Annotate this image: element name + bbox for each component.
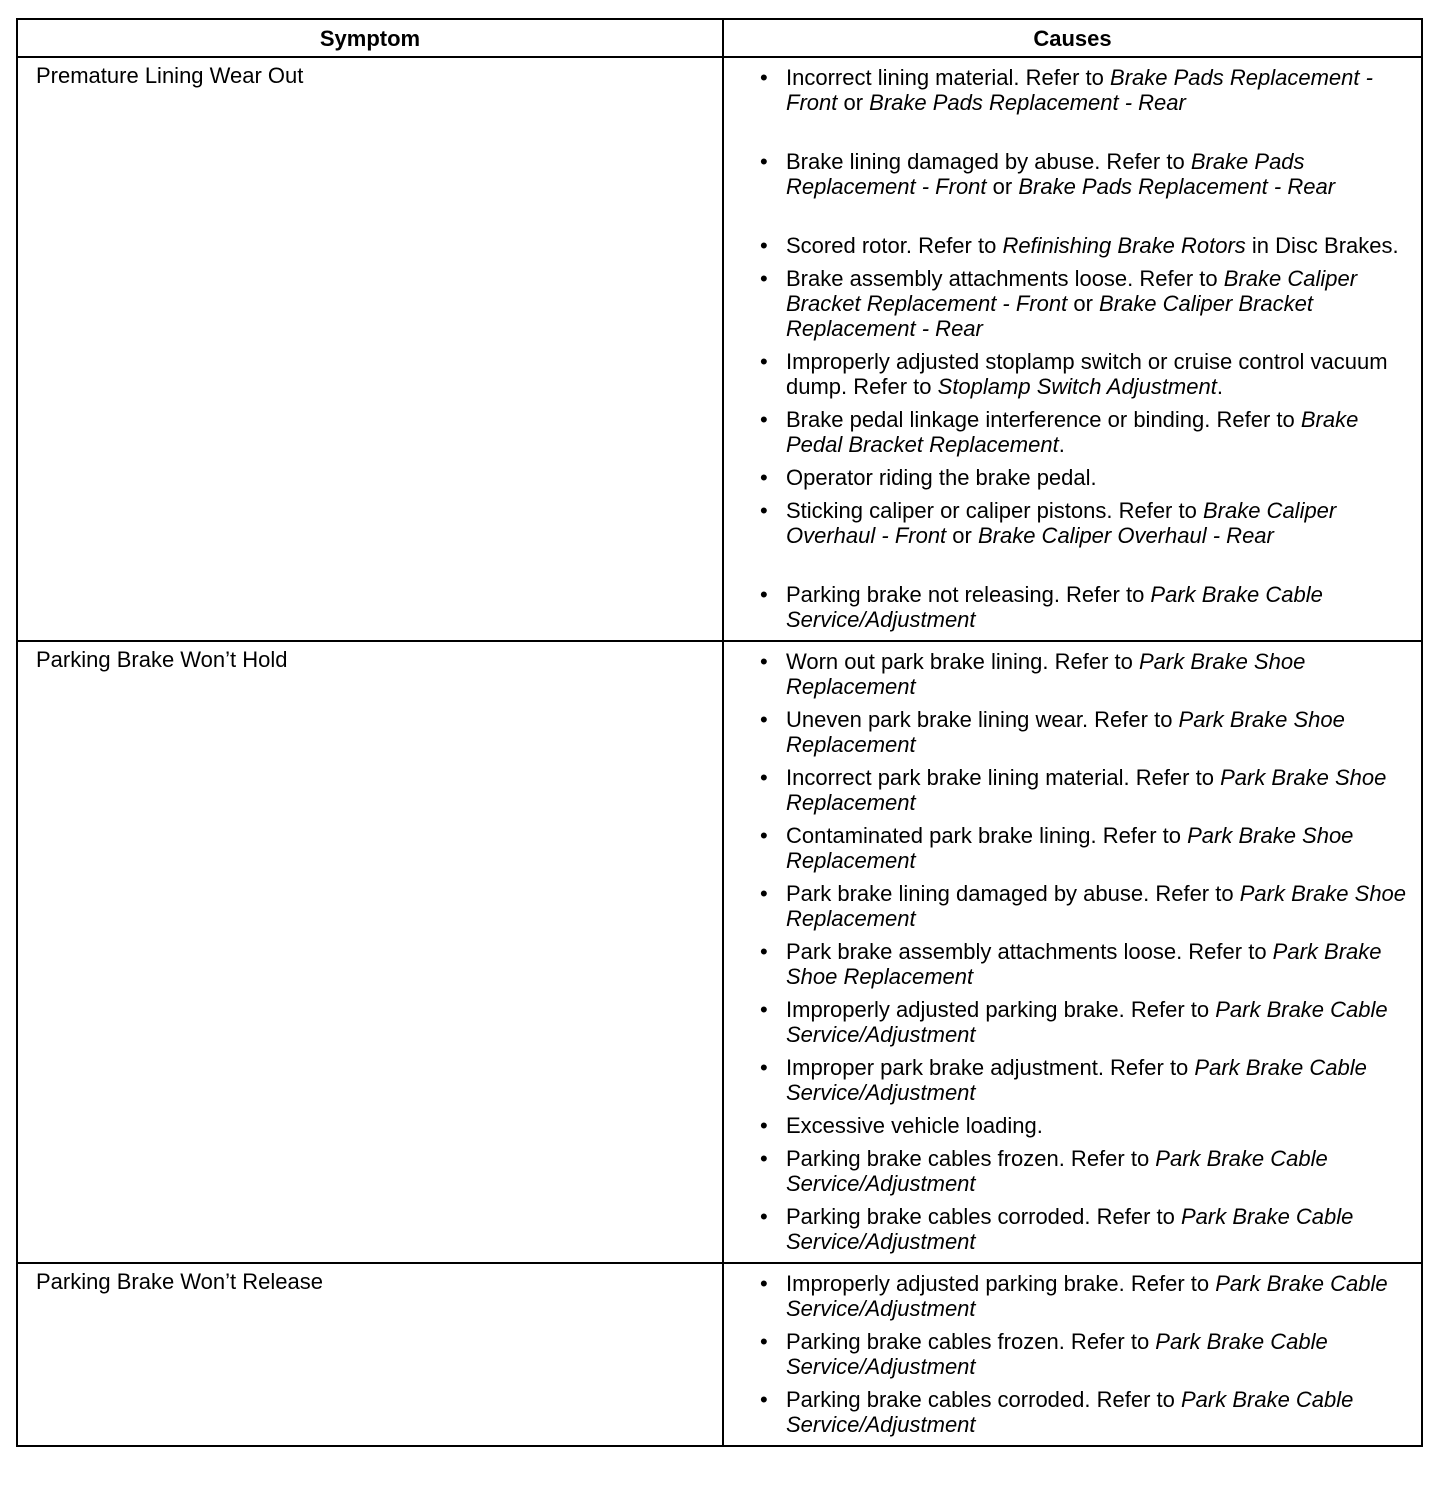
reference-link: Brake Caliper Overhaul - Rear [977, 523, 1274, 548]
reference-link: Brake Caliper Overhaul - Front [786, 498, 1337, 548]
reference-link: Brake Pads Replacement - Rear [1018, 174, 1336, 199]
cause-list [756, 65, 1413, 632]
table-row [17, 1263, 1422, 1446]
symptom-header: Symptom [17, 19, 723, 57]
symptom-causes-table [16, 18, 1423, 1447]
cause-item [756, 1329, 1413, 1379]
cause-text: Contaminated park brake lining. Refer to [786, 823, 1188, 848]
causes-cell [723, 641, 1422, 1263]
cause-text: Brake assembly attachments loose. Refer to [786, 266, 1224, 291]
cause-text: Excessive vehicle loading. [786, 1113, 1043, 1138]
reference-link: Park Brake Shoe Replacement [786, 823, 1354, 873]
reference-link: Park Brake Cable Service/Adjustment [786, 582, 1323, 632]
cause-text: Brake pedal linkage interference or binding. Refer to [786, 407, 1301, 432]
cause-text: Park brake assembly attachments loose. Refer to [786, 939, 1273, 964]
cause-text: Worn out park brake lining. Refer to [786, 649, 1139, 674]
reference-link: Brake Pads Replacement - Rear [869, 90, 1186, 115]
causes-cell [723, 57, 1422, 641]
reference-link: Park Brake Cable Service/Adjustment [786, 1387, 1354, 1437]
reference-link: Park Brake Shoe Replacement [786, 939, 1382, 989]
cause-item [756, 1146, 1413, 1196]
cause-text: Parking brake cables frozen. Refer to [786, 1146, 1156, 1171]
cause-text: Improper park brake adjustment. Refer to [786, 1055, 1195, 1080]
cause-item [756, 349, 1413, 399]
cause-connector: . [1058, 432, 1065, 457]
cause-item [756, 407, 1413, 457]
cause-item [756, 465, 1413, 490]
reference-link: Park Brake Cable Service/Adjustment [786, 1146, 1328, 1196]
causes-cell [723, 1263, 1422, 1446]
reference-link: Park Brake Shoe Replacement [786, 649, 1306, 699]
cause-text: Incorrect park brake lining material. Refer to [786, 765, 1221, 790]
cause-item [756, 1387, 1413, 1437]
cause-text: Incorrect lining material. Refer to [786, 65, 1111, 90]
cause-item [756, 65, 1413, 115]
reference-link: Park Brake Shoe Replacement [786, 765, 1387, 815]
cause-connector: or [1067, 291, 1100, 316]
cause-text: Improperly adjusted parking brake. Refer to [786, 1271, 1216, 1296]
cause-item [756, 498, 1413, 548]
cause-text: Parking brake cables frozen. Refer to [786, 1329, 1156, 1354]
reference-link: Park Brake Cable Service/Adjustment [786, 1204, 1354, 1254]
cause-text: Sticking caliper or caliper pistons. Refer to [786, 498, 1203, 523]
reference-link: Park Brake Cable Service/Adjustment [786, 1271, 1388, 1321]
cause-item [756, 149, 1413, 199]
cause-text: Brake lining damaged by abuse. Refer to [786, 149, 1191, 174]
cause-list [756, 1271, 1413, 1437]
cause-item [756, 707, 1413, 757]
reference-link: Refinishing Brake Rotors [1002, 233, 1246, 258]
reference-link: Park Brake Shoe Replacement [786, 881, 1407, 931]
reference-link: Park Brake Shoe Replacement [786, 707, 1345, 757]
cause-item [756, 823, 1413, 873]
cause-item [756, 1055, 1413, 1105]
cause-text: Parking brake not releasing. Refer to [786, 582, 1151, 607]
cause-connector: . [1216, 374, 1223, 399]
symptom-cell: Premature Lining Wear Out [17, 57, 723, 641]
reference-link: Park Brake Cable Service/Adjustment [786, 1329, 1328, 1379]
symptom-cell: Parking Brake Won’t Hold [17, 641, 723, 1263]
cause-item [756, 266, 1413, 341]
cause-connector: in Disc Brakes. [1245, 233, 1399, 258]
table-row [17, 57, 1422, 641]
cause-text: Parking brake cables corroded. Refer to [786, 1204, 1181, 1229]
reference-link: Brake Pads Replacement - Front [786, 149, 1305, 199]
cause-text: Improperly adjusted stoplamp switch or cruise control vacuum dump. Refer to [786, 349, 1388, 399]
cause-item [756, 1271, 1413, 1321]
cause-item [756, 1113, 1413, 1138]
table-row [17, 641, 1422, 1263]
reference-link: Brake Caliper Bracket Replacement - Rear [786, 291, 1314, 341]
symptom-cell: Parking Brake Won’t Release [17, 1263, 723, 1446]
cause-item [756, 765, 1413, 815]
cause-connector: or [986, 174, 1019, 199]
cause-text: Uneven park brake lining wear. Refer to [786, 707, 1179, 732]
reference-link: Brake Pedal Bracket Replacement [786, 407, 1359, 457]
cause-text: Improperly adjusted parking brake. Refer to [786, 997, 1216, 1022]
cause-item [756, 939, 1413, 989]
reference-link: Brake Pads Replacement - Front [786, 65, 1373, 115]
cause-item [756, 881, 1413, 931]
cause-text: Parking brake cables corroded. Refer to [786, 1387, 1181, 1412]
reference-link: Park Brake Cable Service/Adjustment [786, 997, 1388, 1047]
cause-list [756, 649, 1413, 1254]
cause-connector: or [946, 523, 978, 548]
cause-item [756, 997, 1413, 1047]
cause-text: Park brake lining damaged by abuse. Refer to [786, 881, 1240, 906]
cause-item [756, 649, 1413, 699]
cause-item [756, 233, 1413, 258]
cause-text: Operator riding the brake pedal. [786, 465, 1097, 490]
cause-text: Scored rotor. Refer to [786, 233, 1003, 258]
reference-link: Stoplamp Switch Adjustment [937, 374, 1217, 399]
reference-link: Brake Caliper Bracket Replacement - Front [786, 266, 1358, 316]
causes-header: Causes [723, 19, 1422, 57]
reference-link: Park Brake Cable Service/Adjustment [786, 1055, 1367, 1105]
header-row [17, 19, 1422, 57]
cause-item [756, 582, 1413, 632]
cause-connector: or [837, 90, 870, 115]
cause-item [756, 1204, 1413, 1254]
